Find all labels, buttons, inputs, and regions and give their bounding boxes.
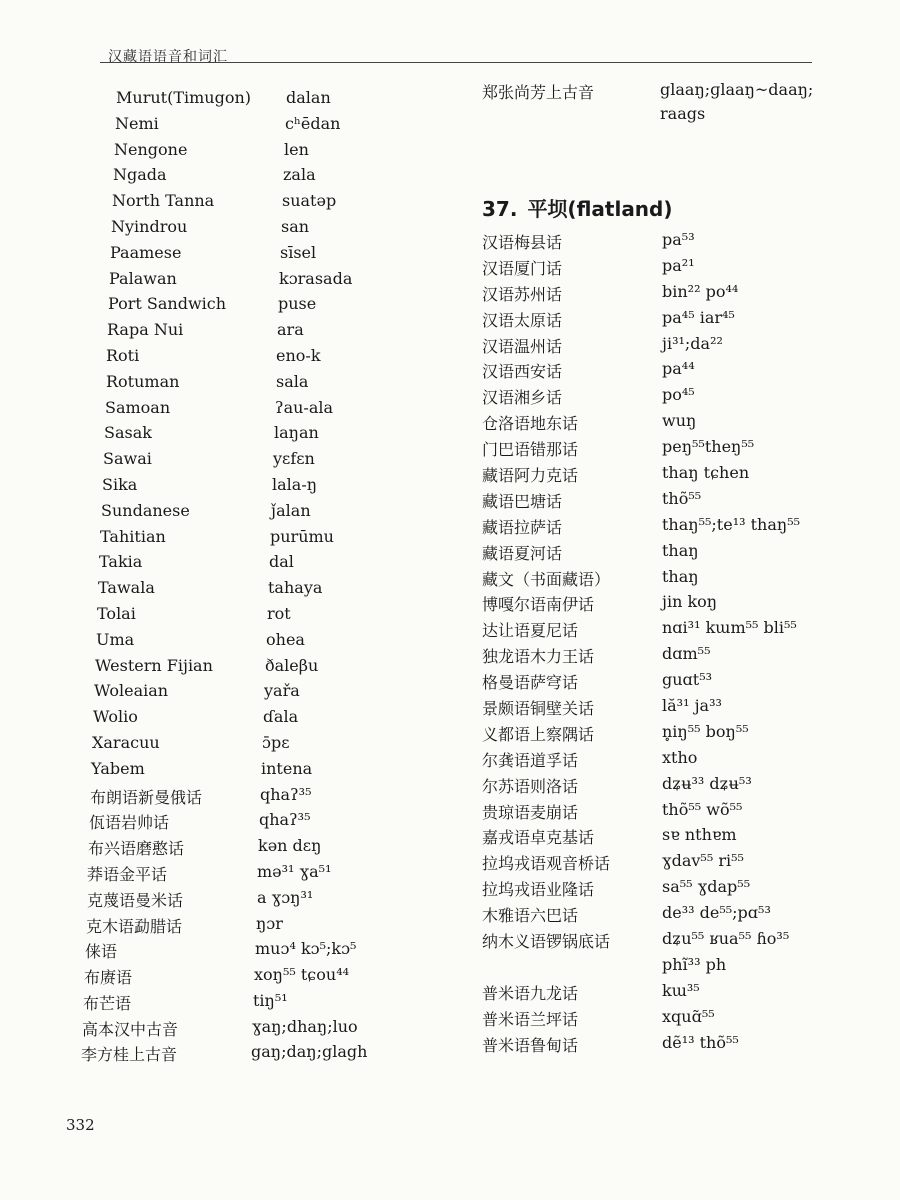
entry-row xyxy=(470,903,900,929)
entry-row xyxy=(470,800,900,826)
language-name: Nyindrou xyxy=(111,216,188,236)
word-form: eno-k xyxy=(276,345,321,365)
word-form: de³³ de⁵⁵;pɑ⁵³ xyxy=(662,903,771,923)
entry-row xyxy=(0,217,470,243)
entry-row xyxy=(0,320,470,346)
entry-row xyxy=(0,501,470,527)
language-name: 俫语 xyxy=(85,942,118,962)
word-form: jin koŋ xyxy=(662,592,718,612)
language-name: Xaracuu xyxy=(92,732,160,752)
word-form: puse xyxy=(278,294,317,314)
entry-row xyxy=(470,644,900,670)
language-name: 郑张尚芳上古音 xyxy=(482,83,595,102)
language-name: 克木语勐腊话 xyxy=(86,916,183,936)
entry-row xyxy=(0,862,470,888)
running-header: 汉藏语语音和词汇 xyxy=(108,49,228,65)
entry-row xyxy=(0,733,470,759)
word-form: len xyxy=(284,139,309,159)
language-name: 布赓语 xyxy=(84,968,133,988)
entry-row xyxy=(0,1042,470,1068)
language-name: 博嘎尔语南伊话 xyxy=(482,595,595,615)
language-name: Woleaian xyxy=(94,681,169,701)
language-name: 莽语金平话 xyxy=(87,864,168,884)
language-name: Roti xyxy=(106,345,140,365)
word-form: yařa xyxy=(264,681,300,701)
entry-row xyxy=(470,774,900,800)
word-form: ɗala xyxy=(263,707,299,727)
word-form: sɐ nthɐm xyxy=(662,825,737,845)
entry-row xyxy=(0,681,470,707)
entry-row xyxy=(470,851,900,877)
language-name: 汉语厦门话 xyxy=(482,258,563,278)
language-name: Port Sandwich xyxy=(108,294,227,314)
word-form: ara xyxy=(277,320,304,340)
entry-row xyxy=(470,489,900,515)
entry-row xyxy=(470,981,900,1007)
word-form: purūmu xyxy=(270,526,334,546)
word-form: sa⁵⁵ ɣdap⁵⁵ xyxy=(662,877,751,897)
language-name: 格曼语萨穹话 xyxy=(482,673,579,693)
entry-row xyxy=(0,991,470,1017)
word-form: phĩ³³ ph xyxy=(662,954,727,974)
language-name: Yabem xyxy=(91,758,145,778)
word-form: pa²¹ xyxy=(662,255,695,275)
entry-row xyxy=(0,449,470,475)
word-form: intena xyxy=(261,758,313,778)
language-name: Samoan xyxy=(105,397,171,417)
entry-row xyxy=(0,759,470,785)
word-form: ji³¹;da²² xyxy=(662,333,723,353)
language-name: 克蔑语曼米话 xyxy=(87,890,184,910)
entry-row xyxy=(470,877,900,903)
entry-row xyxy=(470,411,900,437)
entry-row xyxy=(470,955,900,981)
word-form: sīsel xyxy=(280,242,317,262)
word-form: xtho xyxy=(662,747,698,767)
page-number: 332 xyxy=(66,1116,95,1134)
language-name: Nengone xyxy=(114,139,188,159)
word-form: lala-ŋ xyxy=(272,474,318,494)
language-name: 藏语拉萨话 xyxy=(482,517,563,537)
language-name: Rotuman xyxy=(106,371,180,391)
language-name: Tawala xyxy=(98,578,155,598)
entry-row xyxy=(0,140,470,166)
language-name: 布兴语磨憨话 xyxy=(88,839,185,859)
language-name: 汉语苏州话 xyxy=(482,284,563,304)
entry-row xyxy=(470,618,900,644)
entry-row xyxy=(0,914,470,940)
word-form: pa⁵³ xyxy=(662,230,695,249)
word-form: po⁴⁵ xyxy=(662,385,695,405)
word-form: pa⁴⁴ xyxy=(662,359,695,379)
word-form: kɯ³⁵ xyxy=(662,980,700,1000)
word-form: suatəp xyxy=(282,191,337,211)
word-form: kən dɛŋ xyxy=(258,836,322,856)
entry-row xyxy=(470,722,900,748)
language-name: 独龙语木力王话 xyxy=(482,647,595,667)
word-form: mə³¹ ɣa⁵¹ xyxy=(257,861,332,881)
entry-row xyxy=(470,748,900,774)
word-form: ŋɔr xyxy=(256,913,283,933)
entry-row xyxy=(0,630,470,656)
word-form: raags xyxy=(660,104,706,123)
language-name: 藏语夏河话 xyxy=(482,543,563,563)
entry-row xyxy=(470,308,900,334)
language-name: Sasak xyxy=(104,423,152,443)
entry-row xyxy=(470,385,900,411)
word-form: dalan xyxy=(286,88,331,107)
language-name: Sawai xyxy=(103,449,152,469)
section-title: 平坝(flatland) xyxy=(527,197,673,221)
language-name: Sundanese xyxy=(101,500,190,520)
entry-row xyxy=(470,256,900,282)
word-form: thaŋ xyxy=(662,540,699,560)
word-form: ʔau-ala xyxy=(275,397,334,417)
entry-row xyxy=(0,656,470,682)
entry-row xyxy=(0,165,470,191)
language-name: 嘉戎语卓克基话 xyxy=(482,828,595,848)
language-name: 门巴语错那话 xyxy=(482,440,579,460)
language-name: 达让语夏尼话 xyxy=(482,621,579,641)
right-column-top xyxy=(470,80,900,128)
entry-row xyxy=(470,825,900,851)
entry-row xyxy=(470,359,900,385)
language-name: 拉坞戎语业隆话 xyxy=(482,880,595,900)
entry-row xyxy=(470,1033,900,1059)
entry-row xyxy=(470,104,900,128)
word-form: sala xyxy=(276,371,309,391)
entry-row xyxy=(0,243,470,269)
entry-row xyxy=(0,346,470,372)
language-name: 汉语梅县话 xyxy=(482,233,563,252)
language-name: Uma xyxy=(96,629,135,649)
entry-row xyxy=(0,191,470,217)
word-form: ɣaŋ;dhaŋ;luo xyxy=(252,1016,358,1036)
language-name: Western Fijian xyxy=(95,655,213,675)
language-name: 尔龚语道孚话 xyxy=(482,750,579,770)
word-form: thõ⁵⁵ xyxy=(662,488,702,508)
word-form: ðaleβu xyxy=(265,655,319,675)
word-form: thaŋ⁵⁵;te¹³ thaŋ⁵⁵ xyxy=(662,514,801,534)
word-form: ohea xyxy=(266,629,305,649)
word-form: n̥iŋ⁵⁵ boŋ⁵⁵ xyxy=(662,721,749,741)
word-form: dal xyxy=(269,552,294,572)
word-form: thõ⁵⁵ wõ⁵⁵ xyxy=(662,799,743,819)
entry-row xyxy=(470,1007,900,1033)
word-form: pa⁴⁵ iar⁴⁵ xyxy=(662,307,735,327)
word-form: san xyxy=(281,216,310,236)
left-column xyxy=(0,88,470,1068)
entry-row xyxy=(0,88,470,114)
entry-row xyxy=(0,1017,470,1043)
entry-row xyxy=(470,282,900,308)
language-name: 贵琼语麦崩话 xyxy=(482,802,579,822)
language-name: Rapa Nui xyxy=(107,320,184,340)
entry-row xyxy=(470,929,900,955)
word-form: lă³¹ ja³³ xyxy=(662,696,722,716)
entry-row xyxy=(0,810,470,836)
language-name: 义都语上察隅话 xyxy=(482,724,595,744)
word-form: xquɑ̃⁵⁵ xyxy=(662,1006,715,1026)
language-name: 普米语九龙话 xyxy=(482,983,579,1003)
entry-row xyxy=(470,541,900,567)
language-name: 普米语鲁甸话 xyxy=(482,1035,579,1055)
word-form: tiŋ⁵¹ xyxy=(253,990,288,1010)
entry-row xyxy=(470,437,900,463)
language-name: Takia xyxy=(99,552,143,572)
word-form: rot xyxy=(267,603,291,623)
language-name: 汉语西安话 xyxy=(482,362,563,382)
language-name: 布朗语新曼俄话 xyxy=(90,787,203,807)
word-form: qhaʔ³⁵ xyxy=(259,810,311,830)
word-form: ɔ̄pɛ xyxy=(262,732,290,752)
language-name: 拉坞戎语观音桥话 xyxy=(482,854,611,874)
word-form: dʑu⁵⁵ ʁua⁵⁵ ɦo³⁵ xyxy=(662,929,790,949)
language-name: 汉语温州话 xyxy=(482,336,563,356)
entry-row xyxy=(470,80,900,104)
entry-row xyxy=(470,696,900,722)
word-form: thaŋ xyxy=(662,566,699,586)
entry-row xyxy=(0,785,470,811)
word-form: tahaya xyxy=(268,578,323,598)
word-form: qhaʔ³⁵ xyxy=(260,784,312,804)
word-form: dẽ¹³ thõ⁵⁵ xyxy=(662,1032,739,1052)
word-form: zala xyxy=(283,165,316,185)
entry-row xyxy=(0,269,470,295)
entry-row xyxy=(0,527,470,553)
word-form: nɑi³¹ kɯm⁵⁵ bli⁵⁵ xyxy=(662,618,797,638)
language-name: Tahitian xyxy=(100,526,166,546)
entry-row xyxy=(470,567,900,593)
word-form: guɑt⁵³ xyxy=(662,670,713,690)
language-name: 仓洛语地东话 xyxy=(482,414,579,434)
word-form: cʰēdan xyxy=(285,113,341,133)
word-form: a ɣɔŋ³¹ xyxy=(257,887,314,907)
entry-row xyxy=(0,578,470,604)
entry-row xyxy=(0,888,470,914)
word-form: gaŋ;daŋ;glagh xyxy=(251,1042,368,1062)
language-name: 汉语湘乡话 xyxy=(482,388,563,408)
entry-row xyxy=(0,552,470,578)
language-name: 景颇语铜壁关话 xyxy=(482,699,595,719)
entry-row xyxy=(0,939,470,965)
entry-row xyxy=(470,592,900,618)
word-form: xoŋ⁵⁵ tɕou⁴⁴ xyxy=(254,965,350,985)
word-form: peŋ⁵⁵theŋ⁵⁵ xyxy=(662,437,755,457)
language-name: 普米语兰坪话 xyxy=(482,1009,579,1029)
section-heading xyxy=(482,193,673,222)
language-name: 藏语巴塘话 xyxy=(482,491,563,511)
language-name: 藏文（书面藏语） xyxy=(482,569,611,589)
word-form: wuŋ xyxy=(662,411,697,431)
word-form: yɛfɛn xyxy=(273,449,315,469)
language-name: Palawan xyxy=(109,268,177,288)
language-name: 尔苏语则洛话 xyxy=(482,776,579,796)
entry-row xyxy=(0,372,470,398)
language-name: Wolio xyxy=(93,707,138,727)
language-name: 纳木义语锣锅底话 xyxy=(482,932,611,952)
entry-row xyxy=(470,334,900,360)
word-form: kɔrasada xyxy=(279,268,353,288)
right-column-entries xyxy=(470,230,900,1059)
word-form: dʑʉ³³ dʑʉ⁵³ xyxy=(662,773,752,793)
language-name: 高本汉中古音 xyxy=(82,1019,179,1039)
word-form: muɔ⁴ kɔ⁵;kɔ⁵ xyxy=(255,939,357,959)
word-form: thaŋ tɕhen xyxy=(662,463,750,483)
language-name: Paamese xyxy=(110,242,182,262)
language-name: Tolai xyxy=(97,603,136,623)
entry-row xyxy=(0,398,470,424)
language-name: 汉语太原话 xyxy=(482,310,563,330)
entry-row xyxy=(0,423,470,449)
entry-row xyxy=(0,114,470,140)
language-name: 木雅语六巴话 xyxy=(482,906,579,926)
language-name: 布芒语 xyxy=(83,993,132,1013)
entry-row xyxy=(470,670,900,696)
language-name: Murut(Timugon) xyxy=(116,88,251,107)
entry-row xyxy=(470,463,900,489)
entry-row xyxy=(0,294,470,320)
entry-row xyxy=(0,475,470,501)
language-name: 藏语阿力克话 xyxy=(482,466,579,486)
language-name: Sika xyxy=(102,474,138,494)
word-form: laŋan xyxy=(274,423,319,443)
language-name: North Tanna xyxy=(112,191,215,211)
entry-row xyxy=(470,230,900,256)
entry-row xyxy=(0,707,470,733)
header-rule xyxy=(100,62,812,63)
entry-row xyxy=(0,836,470,862)
language-name: 佤语岩帅话 xyxy=(89,813,170,833)
language-name: 李方桂上古音 xyxy=(81,1045,178,1065)
word-form: ǰalan xyxy=(271,500,311,520)
language-name: Nemi xyxy=(115,113,159,133)
language-name: Ngada xyxy=(113,165,167,185)
word-form: dɑm⁵⁵ xyxy=(662,644,711,664)
entry-row xyxy=(470,515,900,541)
entry-row xyxy=(0,965,470,991)
word-form: glaaŋ;ɡlaaŋ~daaŋ; xyxy=(660,80,814,99)
entry-row xyxy=(0,604,470,630)
section-number: 37. xyxy=(482,197,518,221)
word-form: bin²² po⁴⁴ xyxy=(662,281,739,301)
word-form: ɣdav⁵⁵ ri⁵⁵ xyxy=(662,851,744,871)
